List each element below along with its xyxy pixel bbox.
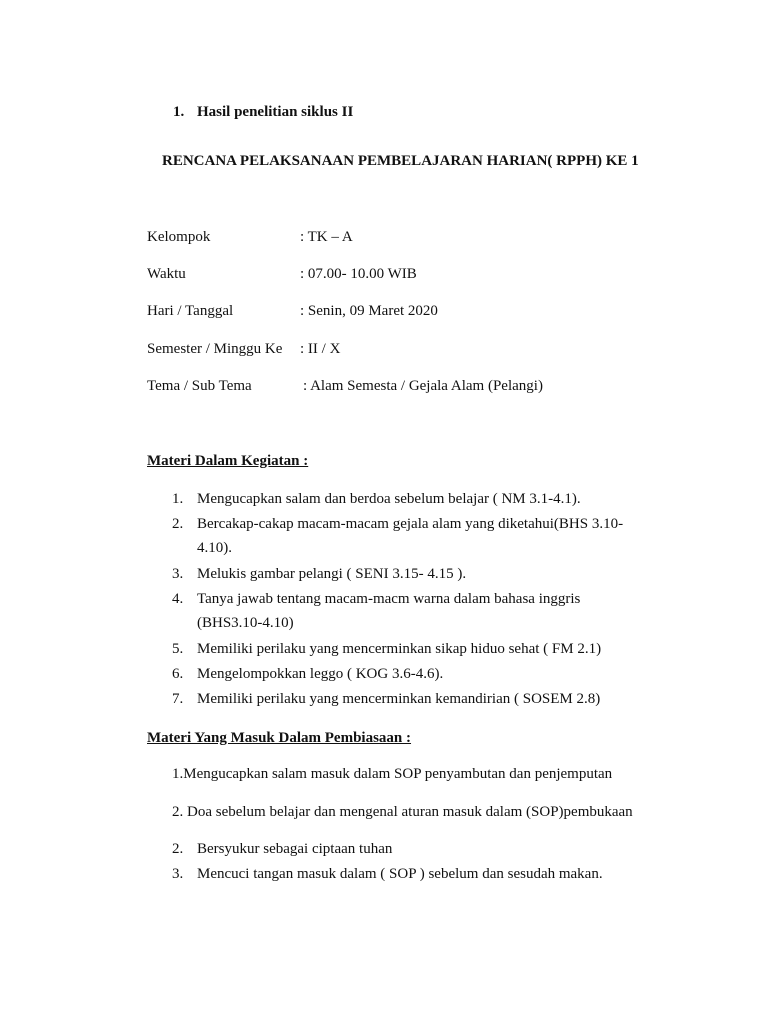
document-title: RENCANA PELAKSANAAN PEMBELAJARAN HARIAN( RPPH) KE 1 <box>162 153 639 169</box>
list-number: 3. <box>172 866 184 882</box>
info-value: : TK – A <box>300 229 353 245</box>
list-item-text: Bersyukur sebagai ciptaan tuhan <box>197 841 393 857</box>
list-number: 2. <box>172 516 184 532</box>
list-item-text: Mencuci tangan masuk dalam ( SOP ) sebelum dan sesudah makan. <box>197 866 603 882</box>
info-label: Kelompok <box>147 229 211 245</box>
list-item-text: Memiliki perilaku yang mencerminkan kemandirian ( SOSEM 2.8) <box>197 691 601 707</box>
list-number: 7. <box>172 691 184 707</box>
info-value: : II / X <box>300 341 341 357</box>
list-number: 5. <box>172 641 184 657</box>
list-item-text: Memiliki perilaku yang mencerminkan sikap hiduo sehat ( FM 2.1) <box>197 641 602 657</box>
list-item-text: Tanya jawab tentang macam-macm warna dalam bahasa inggris (BHS3.10-4.10) <box>197 591 581 631</box>
info-label: Tema / Sub Tema <box>147 378 252 394</box>
list-item-text: Mengelompokkan leggo ( KOG 3.6-4.6). <box>197 666 444 682</box>
pembiasaan-line-1: 1.Mengucapkan salam masuk dalam SOP penyambutan dan penjemputan <box>172 766 613 782</box>
list-item-text: Mengucapkan salam dan berdoa sebelum belajar ( NM 3.1-4.1). <box>197 491 581 507</box>
list-number: 4. <box>172 591 184 607</box>
section-title: Hasil penelitian siklus II <box>197 104 354 120</box>
info-label: Semester / Minggu Ke <box>147 341 283 357</box>
info-value: : Alam Semesta / Gejala Alam (Pelangi) <box>303 378 543 394</box>
pembiasaan-line-2: 2. Doa sebelum belajar dan mengenal aturan masuk dalam (SOP)pembukaan <box>172 804 633 820</box>
materi-kegiatan-heading: Materi Dalam Kegiatan : <box>147 453 309 469</box>
list-item-text: Melukis gambar pelangi ( SENI 3.15- 4.15 ). <box>197 566 467 582</box>
list-number: 1. <box>172 491 184 507</box>
list-number: 3. <box>172 566 184 582</box>
info-value: : 07.00- 10.00 WIB <box>300 266 417 282</box>
section-number: 1. <box>173 104 185 120</box>
info-value: : Senin, 09 Maret 2020 <box>300 303 438 319</box>
list-number: 2. <box>172 841 184 857</box>
info-label: Hari / Tanggal <box>147 303 234 319</box>
info-label: Waktu <box>147 266 186 282</box>
materi-pembiasaan-heading: Materi Yang Masuk Dalam Pembiasaan : <box>147 730 412 746</box>
list-item-text: Bercakap-cakap macam-macam gejala alam yang diketahui(BHS 3.10-4.10). <box>197 516 624 556</box>
list-number: 6. <box>172 666 184 682</box>
